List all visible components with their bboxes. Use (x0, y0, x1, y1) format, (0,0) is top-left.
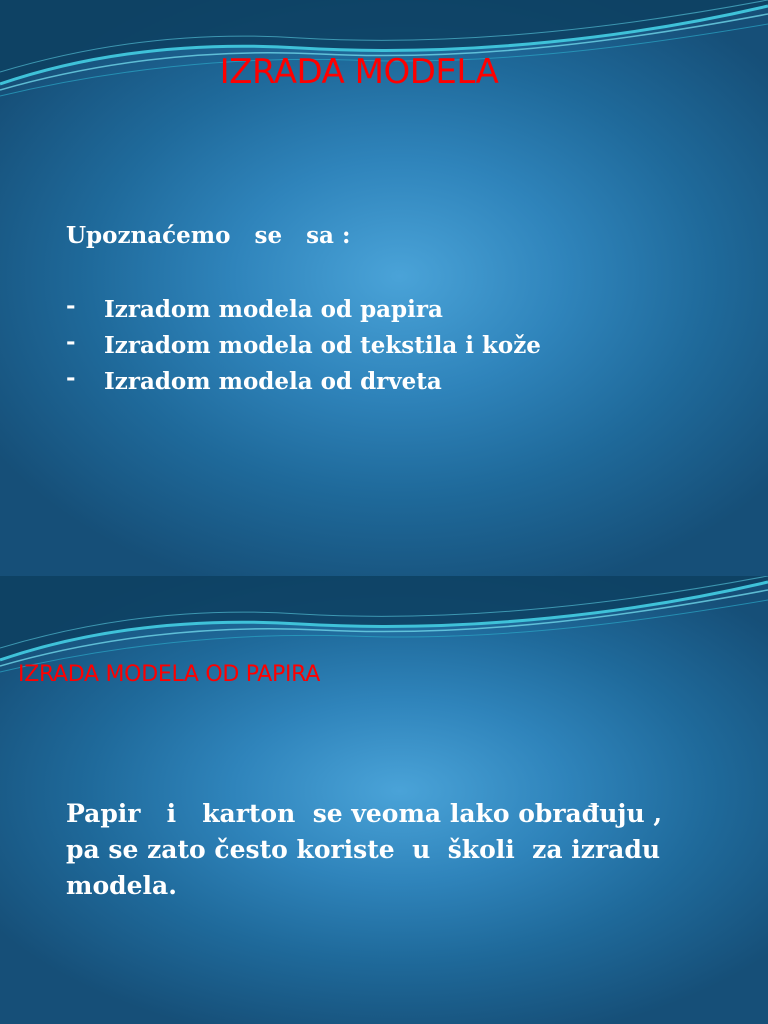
topic-list (66, 292, 541, 400)
bullet-dash: - (66, 292, 76, 319)
list-item-label: Izradom modela od drveta (104, 368, 442, 395)
list-item (66, 364, 541, 400)
list-item-label: Izradom modela od papira (104, 296, 443, 323)
list-item (66, 292, 541, 328)
slide-2 (0, 576, 768, 1024)
list-item-label: Izradom modela od tekstila i kože (104, 332, 541, 359)
bullet-dash: - (66, 328, 76, 355)
intro-text: Upoznaćemo se sa : (66, 222, 351, 249)
slide-1-title: IZRADA MODELA (219, 52, 499, 92)
slide-2-title: IZRADA MODELA OD PAPIRA (18, 662, 321, 687)
list-item (66, 328, 541, 364)
bullet-dash: - (66, 364, 76, 391)
paragraph-text: Papir i karton se veoma lako obrađuju , pa se zato često koriste u školi za izradu modela. (66, 799, 663, 900)
